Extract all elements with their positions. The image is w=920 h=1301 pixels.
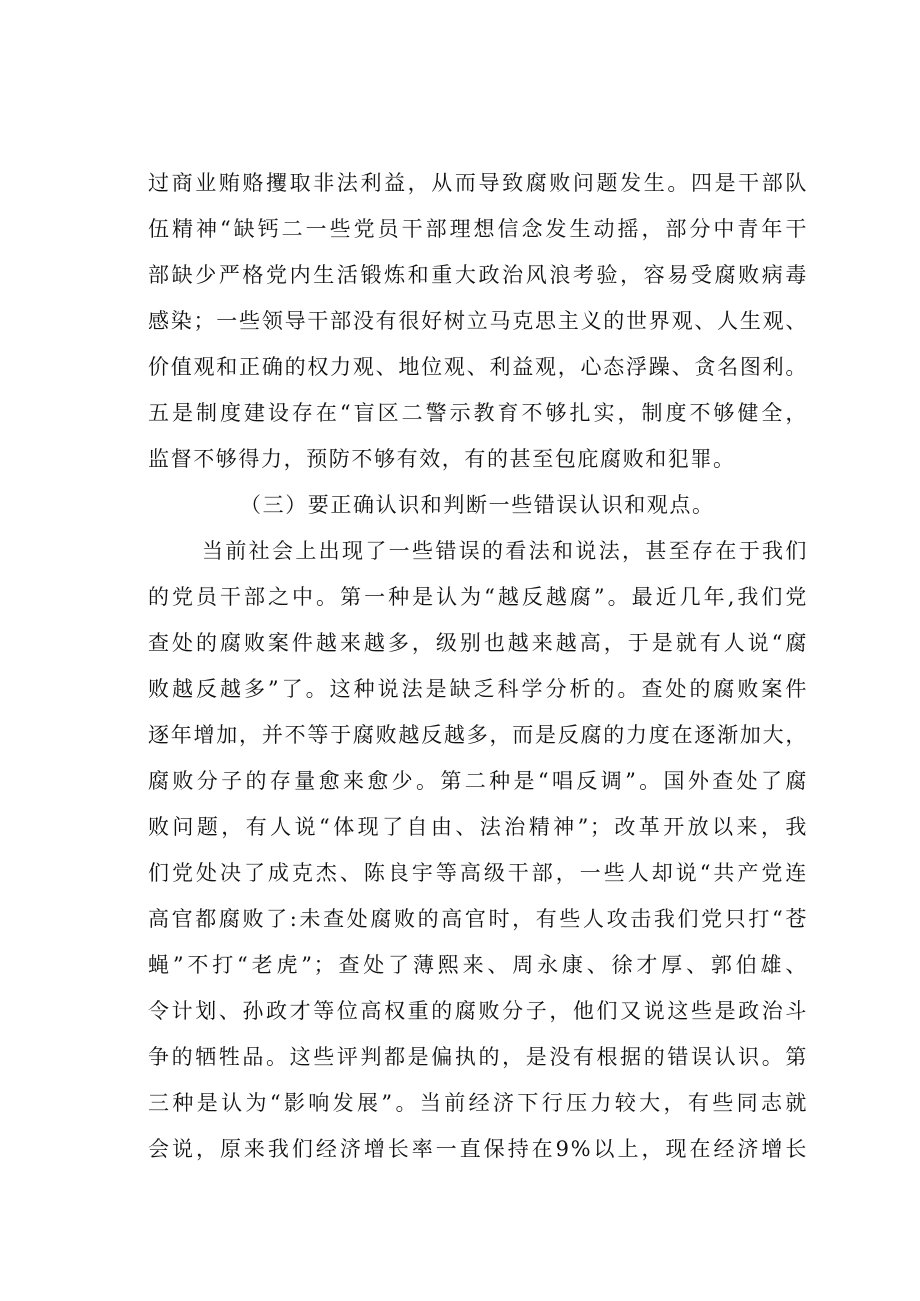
paragraph-line: 过商业贿赂攫取非法利益，从而导致腐败问题发生。四是干部队 (148, 171, 808, 195)
paragraph-line: 部缺少严格党内生活锻炼和重大政治风浪考验，容易受腐败病毒 (148, 263, 808, 287)
paragraph-line: 腐败分子的存量愈来愈少。第二种是“唱反调”。国外查处了腐 (148, 769, 808, 793)
body-text (148, 160, 808, 1172)
paragraph-line: 伍精神“缺钙二一些党员干部理想信念发生动摇，部分中青年干 (148, 217, 808, 241)
paragraph-line: 高官都腐败了:未查处腐败的高官时，有些人攻击我们党只打“苍 (148, 907, 808, 931)
paragraph-line: 三种是认为“影响发展”。当前经济下行压力较大，有些同志就 (148, 1091, 808, 1115)
section-heading: （三）要正确认识和判断一些错误认识和观点。 (240, 493, 715, 517)
paragraph-line: 价值观和正确的权力观、地位观、利益观，心态浮躁、贪名图利。 (148, 355, 808, 379)
paragraph-line: 逐年增加，并不等于腐败越反越多，而是反腐的力度在逐渐加大， (148, 723, 808, 747)
paragraph-line: 五是制度建设存在“盲区二警示教育不够扎实，制度不够健全， (148, 401, 808, 425)
paragraph-line: 当前社会上出现了一些错误的看法和说法，甚至存在于我们 (202, 539, 808, 563)
paragraph-line: 感染；一些领导干部没有很好树立马克思主义的世界观、人生观、 (148, 309, 808, 333)
paragraph-line: 蝇”不打“老虎”；查处了薄熙来、周永康、徐才厚、郭伯雄、 (148, 953, 808, 977)
paragraph-line: 们党处决了成克杰、陈良宇等高级干部，一些人却说“共产党连 (148, 861, 808, 885)
paragraph-line: 败问题，有人说“体现了自由、法治精神”；改革开放以来，我 (148, 815, 808, 839)
paragraph-line: 令计划、孙政才等位高权重的腐败分子，他们又说这些是政治斗 (148, 999, 808, 1023)
paragraph-line: 的党员干部之中。第一种是认为“越反越腐”。最近几年,我们党 (148, 585, 808, 609)
paragraph-line: 败越反越多”了。这种说法是缺乏科学分析的。查处的腐败案件 (148, 677, 808, 701)
paragraph-line: 会说，原来我们经济增长率一直保持在9%以上，现在经济增长 (148, 1137, 808, 1161)
paragraph-line: 监督不够得力，预防不够有效，有的甚至包庇腐败和犯罪。 (148, 447, 736, 471)
paragraph-line: 争的牺牲品。这些评判都是偏执的，是没有根据的错误认识。第 (148, 1045, 808, 1069)
paragraph-line: 查处的腐败案件越来越多，级别也越来越高，于是就有人说“腐 (148, 631, 808, 655)
